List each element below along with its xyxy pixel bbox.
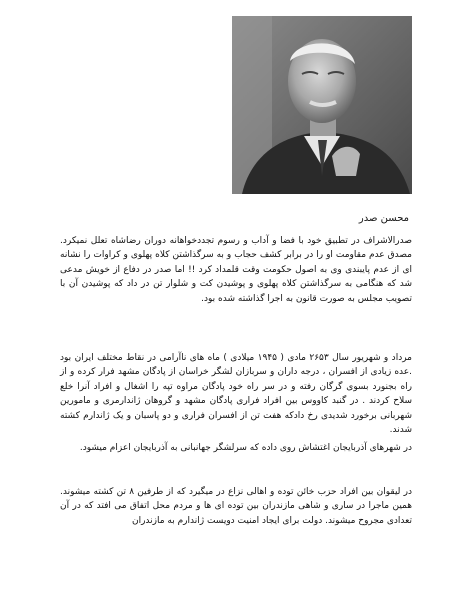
portrait-photo [232, 16, 412, 194]
paragraph-3 [60, 441, 412, 455]
portrait-photo-icon [232, 16, 412, 194]
photo-caption: محسن صدر [358, 213, 409, 224]
paragraph-2 [60, 351, 412, 437]
paragraph-4 [60, 485, 412, 528]
paragraph-text: صدرالاشراف در تطبیق خود با فضا و آداب و رسوم تجددخواهانه دوران رضاشاه تعلل نمیکرد. مصدق عدم مقاومت او را در برابر کشف حجاب و به سرگذاشتن کلاه پهلوی و کراوات را نشانه ای از عدم پایبندی وی به اصول حکومت وقت قلمداد کرد !! اما صدر در دفاع از خویش مدعی شد که هنگامی به سرگذاشتن کلاه پهلوی و پوشیدن کت و شلوار تن در داد که پوشیدن آن با تصویب مجلس به صورت قانون به اجرا گذاشته شده بود. [60, 236, 412, 304]
paragraph-text: در شهرهای آذربایجان اغتشاش روی داده که سرلشگر جهانبانی به آذربایجان اعزام میشود. [79, 443, 412, 453]
paragraph-1 [60, 234, 412, 306]
paragraph-text: در لیقوان بین افراد حزب خائن توده و اهالی نزاع در میگیرد که از طرفین ۸ تن کشته میشوند. همین ماجرا در ساری و شاهی مازندران بین توده ای ها و مردم محل اتفاق می افتد که در آن تعدادی مجروح میشوند. دولت برای ایجاد امنیت دویست ژاندارم به مازندران [60, 487, 412, 526]
paragraph-text: مرداد و شهریور سال ۲۶۵۳ مادی ( ۱۹۴۵ میلادی ) ماه های ناآرامی در نقاط مختلف ایران بود .عده زیادی از افسران ، درجه داران و سربازان لشگر خراسان از پادگان مشهد فرار کرده و از راه بجنورد بسوی گرگان رفته و در سر راه خود پادگان مراوه تپه را اشغال و افراد آنرا خلع سلاح کردند . در گنبد کاووس بین افراد فراری پادگان مشهد و گروهان ژاندارمری و مامورین شهربانی برخورد شدیدی رخ دادکه هفت تن از افسران فراری و دو پاسبان و یک ژاندارم کشته شدند. [60, 353, 412, 436]
